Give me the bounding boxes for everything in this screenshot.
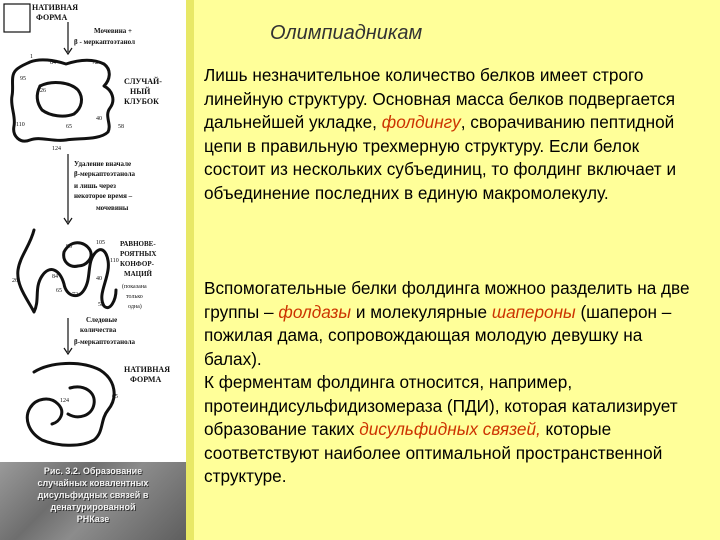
random-coil-label: СЛУЧАЙ- (124, 77, 162, 86)
random-coil-chain (12, 60, 113, 141)
residue-110: 110 (16, 122, 25, 128)
caption-line-5: РНКазе (76, 514, 110, 524)
residue-105: 105 (96, 240, 105, 246)
equilibrium-label-7: одна) (128, 304, 142, 310)
residue-110b: 110 (110, 258, 119, 264)
paragraph2-text-2: и молекулярные (351, 301, 492, 322)
removal-label-2: β-меркаптоэтанола (74, 170, 136, 178)
residue-1: 1 (30, 54, 33, 60)
residue-65: 65 (66, 124, 72, 130)
trace-label-1: Следовые (86, 316, 118, 324)
native-form-chain-2 (68, 387, 94, 417)
foldases-term: фолдазы (278, 301, 352, 322)
trace-label-3: β-меркаптоэтанола (74, 338, 136, 346)
paragraph2-text-4: К ферментам фолдинга относится, например, протеиндисульфидизомераза (ПДИ), которая катализирует образование таких (204, 372, 678, 439)
equilibrium-label-6: только (126, 294, 143, 300)
caption-line-4: денатурированной (50, 502, 136, 512)
residue-58b: 58 (98, 302, 104, 308)
residue-26: 26 (40, 88, 46, 94)
paragraph2-text-5: которые соответствуют наиболее оптимальной пространственной структуре. (204, 419, 663, 486)
residue-124b: 124 (60, 398, 69, 404)
paragraph1-text-2: , сворачиванию пептидной цепи в правильную трехмерную структуру. Если белок состоит из нескольких субъединиц, то фолдинг включает и объединение последних в единую макромолекулу. (204, 112, 677, 203)
chaperones-term: шапероны (491, 301, 576, 322)
equilibrium-label-5: (показана (122, 284, 147, 290)
slide-title: Олимпиадникам (270, 22, 423, 44)
equilibrium-label-1: РАВНОВЕ- (120, 240, 156, 248)
equilibrium-label-3: КОНФОР- (120, 260, 154, 268)
paragraph1-text-1: Лишь незначительное количество белков имеет строго линейную структуру. Основная масса белков подвергается дальнейшей укладке, (204, 65, 676, 132)
paragraph2-text-3: (шаперон – пожилая дама, сопровождающая молодую девушку на балах). (204, 301, 672, 369)
residue-84: 84 (50, 60, 56, 66)
trace-label-2: количества (80, 326, 117, 334)
equilibrium-label-2: РОЯТНЫХ (120, 250, 157, 258)
caption-line-2: случайных ковалентных (37, 478, 149, 488)
disulfide-term: дисульфидных связей, (359, 419, 541, 439)
mercaptoethanol-label: β - меркаптоэтанол (74, 38, 136, 46)
native-form-top-label-2: ФОРМА (36, 13, 68, 22)
residue-40b: 40 (96, 276, 102, 282)
native-form-top-structure (4, 4, 30, 32)
removal-label-5: мочевины (96, 204, 129, 212)
native-form-bottom-label: НАТИВНАЯ (124, 365, 170, 374)
residue-26b: 26 (12, 278, 18, 284)
caption-line-3: дисульфидных связей в (37, 490, 149, 500)
residue-95b: 95 (66, 244, 72, 250)
random-coil-label-3: КЛУБОК (124, 97, 159, 106)
paragraph2-text-1: Вспомогательные белки фолдинга можноо разделить на две группы – (204, 278, 690, 322)
paragraph-helpers (204, 277, 704, 489)
removal-label-1: Удаление вначале (74, 160, 132, 168)
folding-term: фолдингу (381, 112, 461, 132)
residue-124: 124 (52, 146, 61, 152)
residue-84b: 84 (52, 274, 58, 280)
removal-label-3: и лишь через (74, 182, 116, 190)
residue-58: 58 (118, 124, 124, 130)
native-form-top-label: НАТИВНАЯ (32, 3, 78, 12)
random-coil-label-2: НЫЙ (130, 87, 151, 96)
folding-figure-panel (0, 0, 186, 540)
paragraph-folding (204, 64, 704, 205)
equilibrium-label-4: МАЦИЙ (124, 270, 152, 278)
rnase-folding-diagram (0, 0, 186, 540)
residue-65b: 65 (56, 288, 62, 294)
residue-72b: 72 (72, 292, 78, 298)
residue-72: 72 (92, 60, 98, 66)
figure-caption (0, 462, 186, 540)
residue-40: 40 (96, 116, 102, 122)
caption-line-1: Рис. 3.2. Образование (43, 466, 143, 476)
residue-65c: 65 (112, 394, 118, 400)
native-form-bottom-label-2: ФОРМА (130, 375, 162, 384)
urea-label: Мочевина + (94, 27, 132, 35)
removal-label-4: некоторое время – (74, 192, 133, 200)
residue-95: 95 (20, 76, 26, 82)
native-form-chain (27, 363, 114, 445)
divider-stripe (186, 0, 194, 540)
